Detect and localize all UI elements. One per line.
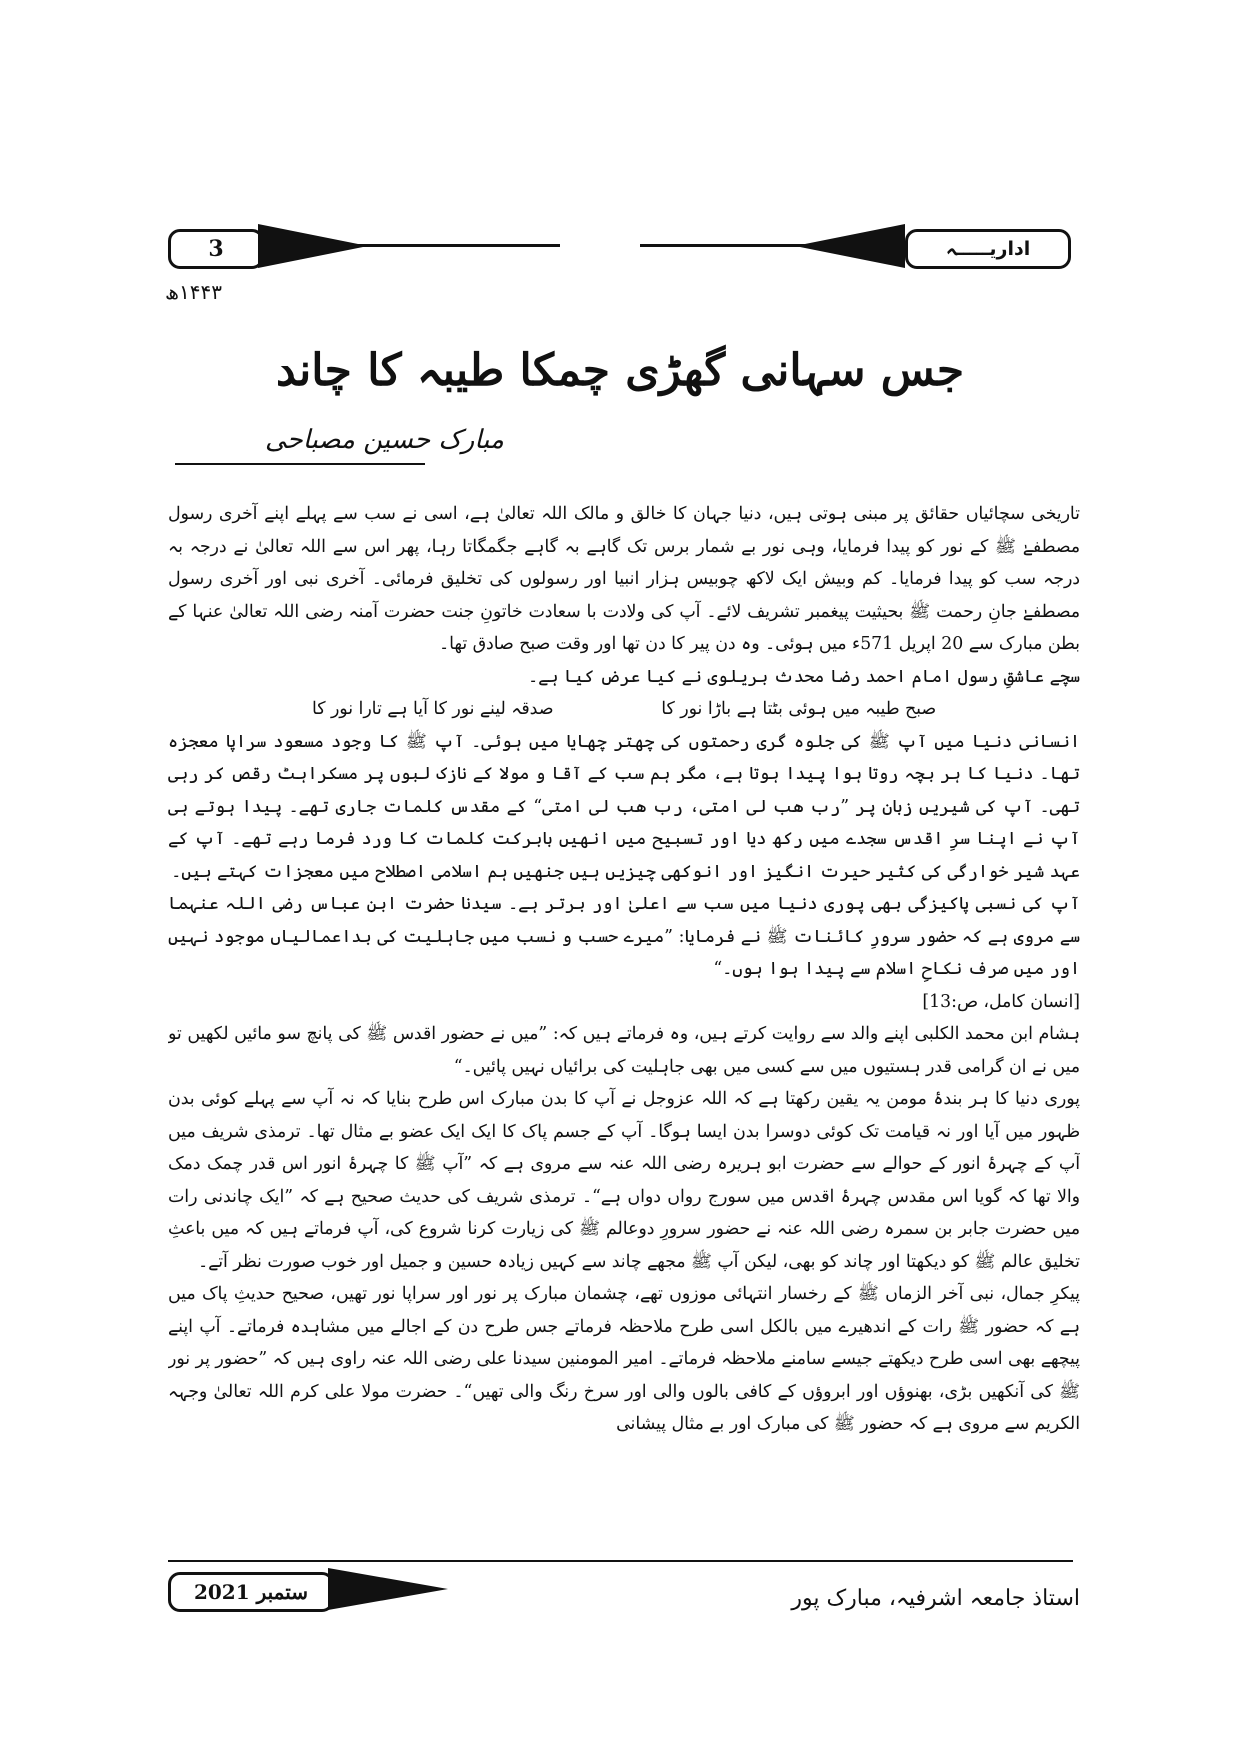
article-body	[168, 498, 1080, 1498]
paragraph: پوری دنیا کا ہر بندۂ مومن یہ یقین رکھتا ہے کہ اللہ عزوجل نے آپ کا بدن مبارک اس طرح بنایا کہ نہ آپ سے پہلے کوئی بدن ظہور میں آیا اور نہ قیامت تک کوئی دوسرا بدن ایسا ہوگا۔ آپ کے جسم پاک کا ایک ایک عضو بے مثال تھا۔ ترمذی شریف میں آپ کے چہرۂ انور کے حوالے سے حضرت ابو ہریرہ رضی اللہ عنہ سے مروی ہے کہ ”آپ ﷺ کا چہرۂ انور اس قدر چمک دمک والا تھا کہ گویا اس مقدس چہرۂ اقدس میں سورج رواں دواں ہے“۔ ترمذی شریف کی حدیث صحیح ہے کہ ”ایک چاندنی رات میں حضرت جابر بن سمرہ رضی اللہ عنہ نے حضور سرورِ دوعالم ﷺ کی زیارت کرنا شروع کی، آپ فرماتے ہیں کہ میں باعثِ تخلیق عالم ﷺ کو دیکھتا اور چاند کو بھی، لیکن آپ ﷺ مجھے چاند سے کہیں زیادہ حسین و جمیل اور خوب صورت نظر آتے۔	[168, 1089, 1080, 1272]
paragraph: تاریخی سچائیاں حقائق پر مبنی ہوتی ہیں، دنیا جہان کا خالق و مالک اللہ تعالیٰ ہے، اسی نے سب سے پہلے اپنے آخری رسول مصطفےٰ ﷺ کے نور کو پیدا فرمایا، وہی نور بے شمار برس تک گاہے بہ گاہے جگمگاتا رہا، پھر اس سے اللہ تعالیٰ نے درجہ بہ درجہ سب کو پیدا فرمایا۔ کم وبیش ایک لاکھ چوبیس ہزار انبیا اور رسولوں کی تخلیق فرمائی۔ آخری نبی اور آخری رسول مصطفےٰ جانِ رحمت ﷺ بحیثیت پیغمبر تشریف لائے۔ آپ کی ولادت با سعادت خاتونِ جنت حضرت آمنہ رضی اللہ تعالیٰ عنہا کے بطن مبارک سے 20 اپریل 571ء میں ہوئی۔ وہ دن پیر کا دن تھا اور وقت صبح صادق تھا۔	[168, 504, 1080, 654]
paragraph: سچے عاشقِ رسول امام احمد رضا محدث بریلوی نے کیا عرض کیا ہے۔	[528, 666, 1080, 687]
paragraph: ہشام ابن محمد الکلبی اپنے والد سے روایت کرتے ہیں، وہ فرماتے ہیں کہ: ”میں نے حضور اقدس ﷺ کی پانچ سو مائیں لکھیں تو میں نے ان گرامی قدر ہستیوں میں سے کسی میں بھی جاہلیت کی برائیاں نہیں پائیں۔“	[168, 1024, 1080, 1077]
author-underline	[175, 463, 425, 465]
section-label-box	[905, 229, 1071, 269]
article-title: جس سہانی گھڑی چمکا طیبہ کا چاند	[275, 345, 965, 396]
couplet-first-line: صبح طیبہ میں ہوئی بٹتا ہے باڑا نور کا	[661, 699, 937, 719]
citation-reference: [انسان کامل، ص:13]	[922, 991, 1080, 1012]
paragraph: آپ کی نسبی پاکیزگی بھی پوری دنیا میں سب سے اعلیٰ اور برتر ہے۔ سیدنا حضرت ابن عباس رضی اللہ عنہما سے مروی ہے کہ حضور سرورِ کائنات ﷺ نے فرمایا: ”میرے حسب و نسب میں جاہلیت کی بداعمالیاں موجود نہیں اور میں صرف نکاحِ اسلام سے پیدا ہوا ہوں۔“	[168, 894, 1080, 979]
header-rule-right	[640, 244, 905, 247]
poetry-couplet	[168, 693, 1080, 726]
footer-wedge	[328, 1568, 448, 1610]
footer-rule	[168, 1560, 1073, 1562]
header-wedge-left	[258, 224, 368, 268]
page-number-box	[168, 229, 264, 269]
paragraph: پیکرِ جمال، نبی آخر الزماں ﷺ کے رخسار انتہائی موزوں تھے، چشمان مبارک پر نور اور سراپا نور تھیں، صحیح حدیثِ پاک میں ہے کہ حضور ﷺ رات کے اندھیرے میں بالکل اسی طرح ملاحظہ فرماتے جس طرح دن کے اجالے میں مشاہدہ فرماتے۔ آپ اپنے پیچھے بھی اسی طرح دیکھتے جیسے سامنے ملاحظہ فرماتے۔ امیر المومنین سیدنا علی رضی اللہ عنہ راوی ہیں کہ ”حضور پر نور ﷺ کی آنکھیں بڑی، بھنوؤں اور ابروؤں کے کافی بالوں والی اور سرخ رنگ والی تھیں“۔ حضرت مولا علی کرم اللہ تعالیٰ وجہہ الکریم سے مروی ہے کہ حضور ﷺ کی مبارک اور بے مثال پیشانی	[168, 1284, 1080, 1434]
hijri-year: ۱۴۴۳ھ	[165, 280, 222, 304]
section-label: اداریـــــہ	[945, 238, 1031, 260]
article-author: مبارک حسین مصباحی	[265, 425, 504, 455]
paragraph: انسانی دنیا میں آپ ﷺ کی جلوہ گری رحمتوں کی چھتر چھایا میں ہوئی۔ آپ ﷺ کا وجود مسعود سراپا معجزہ تھا۔ دنیا کا ہر بچہ روتا ہوا پیدا ہوتا ہے، مگر ہم سب کے آقا و مولا کے نازک لبوں پر مسکراہٹ رقص کر رہی تھی۔ آپ کی شیریں زبان پر ”رب ھب لی امتی، رب ھب لی امتی“ کے مقدس کلمات جاری تھے۔ پیدا ہوتے ہی آپ نے اپنا سرِ اقدس سجدے میں رکھ دیا اور تسبیح میں انھیں بابرکت کلمات کا ورد فرما رہے تھے۔ آپ کے عہد شیر خوارگی کی کثیر حیرت انگیز اور انوکھی چیزیں ہیں جنھیں ہم اسلامی اصطلاح میں معجزات کہتے ہیں۔	[168, 731, 1080, 882]
issue-date: ستمبر 2021	[193, 1580, 309, 1604]
issue-date-box	[168, 1572, 334, 1612]
author-affiliation: استاذ جامعہ اشرفیہ، مبارک پور	[791, 1586, 1080, 1611]
page-number: 3	[208, 236, 224, 262]
couplet-second-line: صدقہ لینے نور کا آیا ہے تارا نور کا	[311, 699, 554, 719]
